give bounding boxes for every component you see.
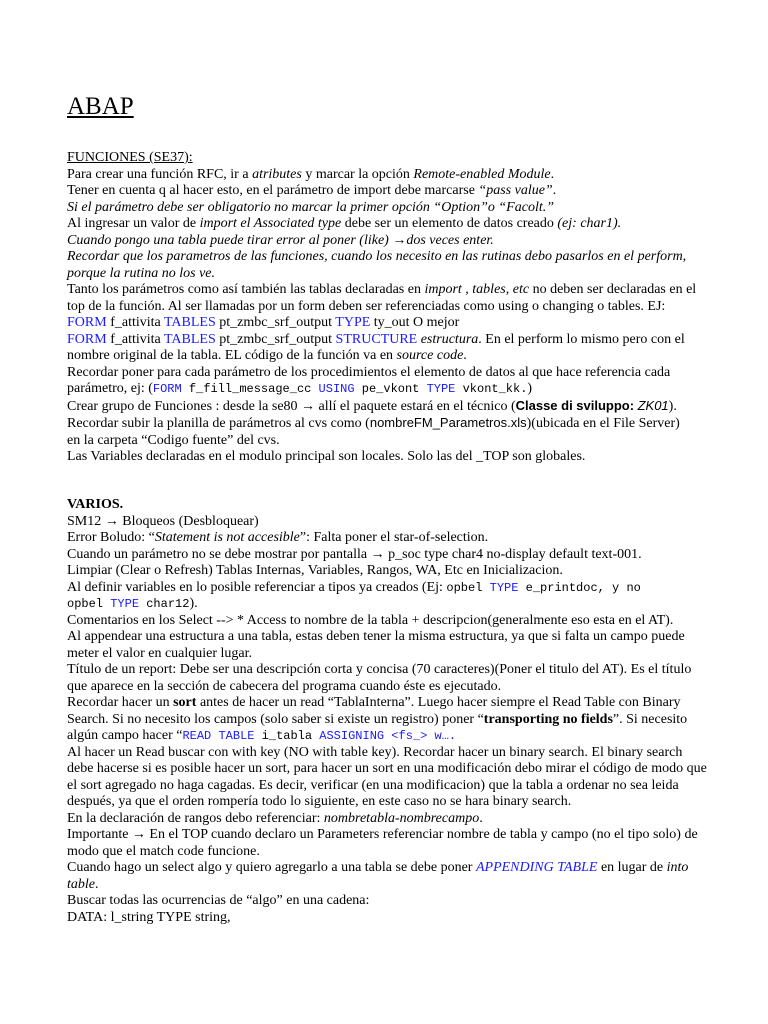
text-run: f_attivita bbox=[106, 315, 164, 330]
varios-line bbox=[67, 580, 707, 597]
text-run: )(ubicada en el File Server) bbox=[526, 416, 680, 431]
text-run: ZK01 bbox=[637, 397, 669, 413]
code-fragment: TYPE bbox=[426, 382, 456, 396]
text-run: después, ya que el orden rompería todo lo siguiente, en este caso no se hara binary search. bbox=[67, 794, 572, 809]
varios-line bbox=[67, 778, 707, 795]
text-run: antes de hacer un read “TablaInterna”. Luego hacer siempre el Read Table con Binary bbox=[196, 695, 681, 710]
text-run: Tener en cuenta q al hacer esto, en el parámetro de import debe marcarse bbox=[67, 183, 479, 198]
text-run: nombre original de la tabla. EL código de la función va en bbox=[67, 348, 397, 363]
text-run: Recordar que los parametros de las funciones, cuando los necesito en las rutinas debo pasarlos en el perform, bbox=[67, 249, 687, 264]
text-run: Al appendear una estructura a una tabla, estas deben tener la misma estructura, ya que si falta un campo puede bbox=[67, 629, 685, 644]
funciones-line bbox=[67, 200, 707, 217]
code-fragment: e_printdoc, y no bbox=[518, 580, 641, 595]
funciones-line bbox=[67, 348, 707, 365]
code-fragment: pe_vkont bbox=[354, 382, 427, 396]
text-run: modo que el match code funcione. bbox=[67, 843, 260, 859]
varios-line bbox=[67, 712, 707, 729]
funciones-section bbox=[67, 150, 707, 466]
code-fragment: opbel bbox=[67, 597, 111, 611]
varios-line bbox=[67, 497, 707, 514]
varios-line bbox=[67, 761, 707, 778]
code-fragment: USING bbox=[318, 382, 355, 396]
text-run: TYPE bbox=[335, 315, 371, 330]
text-run: y marcar la opción bbox=[301, 166, 414, 182]
text-run: que aparece en la sección de cabecera del programa cuando éste es ejecutado. bbox=[67, 678, 502, 694]
varios-line bbox=[67, 910, 707, 927]
text-run: Si el parámetro debe ser obligatorio no marcar la primer opción “Option”o “Facolt.” bbox=[67, 199, 555, 215]
text-run: TABLES bbox=[163, 315, 216, 330]
funciones-line bbox=[67, 216, 707, 233]
funciones-line bbox=[67, 282, 707, 299]
text-run: Buscar todas las ocurrencias de “algo” en una cadena: bbox=[67, 893, 370, 908]
text-run: debe hacerse si es posible hacer un sort, para hacer un sort en una modificación debo mirar el código de modo que bbox=[67, 761, 707, 776]
text-run: VARIOS. bbox=[67, 497, 124, 512]
text-run: en la carpeta “Codigo fuente” del cvs. bbox=[67, 432, 280, 448]
text-run: into bbox=[666, 860, 689, 875]
funciones-line bbox=[67, 381, 707, 398]
funciones-line bbox=[67, 233, 707, 250]
funciones-line bbox=[67, 398, 707, 416]
text-run: Statement is not accesible bbox=[154, 530, 300, 545]
code-fragment: TYPE bbox=[110, 597, 140, 611]
funciones-line bbox=[67, 332, 707, 349]
varios-line bbox=[67, 596, 707, 613]
varios-line bbox=[67, 629, 707, 646]
text-run: import el Associated type bbox=[199, 216, 342, 231]
text-run: sort bbox=[173, 695, 197, 710]
text-run: pt_zmbc_srf_output bbox=[215, 315, 336, 330]
text-run: Cuando un parámetro no se debe mostrar por pantalla → p_soc type char4 no-display default text-001. bbox=[67, 546, 642, 562]
text-run: atributes bbox=[252, 166, 302, 182]
text-run: Importante → En el TOP cuando declaro un Parameters referenciar nombre de tabla y campo (no el tipo solo) de bbox=[67, 827, 698, 842]
funciones-line bbox=[67, 433, 707, 450]
text-run: parámetro, ej: ( bbox=[67, 381, 153, 396]
funciones-line bbox=[67, 415, 707, 433]
text-run: ”: Falta poner el star-of-selection. bbox=[299, 530, 489, 545]
text-run: Tanto los parámetros como así también las tablas declaradas en bbox=[67, 282, 425, 297]
text-run: En la declaración de rangos debo referenciar: bbox=[67, 810, 324, 826]
code-fragment: f_fill_message_cc bbox=[181, 382, 319, 396]
text-run: Recordar hacer un bbox=[67, 695, 174, 710]
funciones-line bbox=[67, 365, 707, 382]
code-fragment: READ TABLE bbox=[182, 729, 255, 743]
text-run: TABLES bbox=[163, 331, 216, 347]
text-run: . bbox=[550, 166, 555, 182]
code-fragment: ASSIGNING <fs_> w…. bbox=[319, 729, 457, 743]
varios-line bbox=[67, 745, 707, 762]
text-run: porque la rutina no los ve. bbox=[67, 265, 216, 281]
text-run: Cuando pongo una tabla puede tirar error al poner (like) →dos veces enter. bbox=[67, 232, 494, 248]
text-run: ty_out O mejor bbox=[370, 315, 460, 330]
text-run: SM12 → Bloqueos (Desbloquear) bbox=[67, 513, 259, 529]
text-run: Classe di sviluppo: bbox=[515, 397, 635, 413]
text-run: Search. Si no necesito los campos (solo saber si existe un registro) poner “ bbox=[67, 711, 484, 727]
text-run: ). bbox=[668, 398, 677, 414]
varios-line bbox=[67, 794, 707, 811]
text-run: Crear grupo de Funciones : desde la se80 → allí el paquete estará en el técnico ( bbox=[67, 398, 516, 414]
varios-line bbox=[67, 563, 707, 580]
varios-line bbox=[67, 728, 707, 745]
varios-line bbox=[67, 613, 707, 630]
text-run: FORM bbox=[67, 315, 107, 330]
code-fragment: FORM bbox=[152, 382, 182, 396]
text-run: DATA: l_string TYPE string, bbox=[67, 909, 231, 925]
varios-line bbox=[67, 695, 707, 712]
text-run: pt_zmbc_srf_output bbox=[215, 331, 336, 347]
text-run: ”. Si necesito bbox=[612, 711, 688, 727]
code-fragment: char12 bbox=[139, 597, 190, 611]
funciones-line bbox=[67, 167, 707, 184]
code-fragment: opbel bbox=[446, 580, 490, 595]
text-run: . bbox=[552, 183, 557, 198]
text-run: nombreFM_Parametros.xls bbox=[369, 415, 527, 430]
varios-line bbox=[67, 877, 707, 894]
document-title: ABAP bbox=[67, 93, 134, 120]
text-run: table bbox=[67, 876, 95, 892]
varios-line bbox=[67, 827, 707, 844]
text-run: Título de un report: Debe ser una descripción corta y concisa (70 caracteres)(Poner el titulo del AT). Es el título bbox=[67, 662, 692, 677]
text-run: algún campo hacer “ bbox=[67, 728, 183, 743]
text-run: STRUCTURE bbox=[335, 331, 418, 347]
text-run: Recordar poner para cada parámetro de los procedimientos el elemento de datos al que hace referencia cada bbox=[67, 364, 671, 380]
text-run: source code bbox=[396, 348, 464, 363]
funciones-line bbox=[67, 315, 707, 332]
text-run: (ej: char1). bbox=[557, 216, 622, 231]
varios-section bbox=[67, 497, 707, 926]
code-fragment: TYPE bbox=[489, 580, 519, 595]
text-run: . bbox=[463, 348, 467, 363]
text-run: estructura bbox=[420, 331, 479, 347]
text-run: . bbox=[479, 810, 483, 826]
text-run: APPENDING TABLE bbox=[475, 860, 598, 875]
text-run: Al hacer un Read buscar con with key (NO with table key). Recordar hacer un binary search. El binary search bbox=[67, 744, 683, 760]
text-run: ). bbox=[189, 596, 198, 611]
varios-line bbox=[67, 860, 707, 877]
text-run: el sort agregado no haga cagadas. Es decir, verificar (en una modificacion) que la tabla a ordenar no sea leida bbox=[67, 777, 679, 793]
text-run: Las Variables declaradas en el modulo principal son locales. Solo las del _TOP son globales. bbox=[67, 449, 586, 464]
text-run: Al definir variables en lo posible referenciar a tipos ya creados (Ej: bbox=[67, 579, 447, 595]
varios-line bbox=[67, 844, 707, 861]
funciones-line bbox=[67, 266, 707, 283]
funciones-line bbox=[67, 299, 707, 316]
text-run: . En el perform lo mismo pero con el bbox=[478, 331, 685, 347]
text-run: Comentarios en los Select --> * Access to nombre de la tabla + descripcion(generalmente eso esta en el AT). bbox=[67, 612, 674, 628]
varios-line bbox=[67, 811, 707, 828]
text-run: FUNCIONES (SE37): bbox=[67, 150, 193, 165]
text-run: meter el valor en cualquier lugar. bbox=[67, 645, 253, 661]
text-run: “pass value” bbox=[478, 183, 553, 198]
text-run: no deben ser declaradas en el bbox=[529, 282, 697, 297]
text-run: ) bbox=[527, 381, 533, 396]
text-run: en lugar de bbox=[597, 860, 667, 875]
varios-line bbox=[67, 547, 707, 564]
varios-line bbox=[67, 530, 707, 547]
text-run: Error Boludo: “ bbox=[67, 530, 155, 545]
text-run: f_attivita bbox=[106, 331, 164, 347]
text-run: top de la función. Al ser llamadas por un form deben ser referenciadas como using o changing o tables. EJ: bbox=[67, 298, 666, 314]
text-run: Cuando hago un select algo y quiero agregarlo a una tabla se debe poner bbox=[67, 860, 476, 875]
text-run: transporting no fields bbox=[483, 711, 613, 727]
funciones-line bbox=[67, 449, 707, 466]
text-run: debe ser un elemento de datos creado bbox=[341, 216, 558, 231]
varios-line bbox=[67, 646, 707, 663]
text-run: Para crear una función RFC, ir a bbox=[67, 166, 253, 182]
funciones-line bbox=[67, 150, 707, 167]
text-run: Limpiar (Clear o Refresh) Tablas Internas, Variables, Rangos, WA, Etc en Inicializacion. bbox=[67, 563, 563, 578]
text-run: import , tables, etc bbox=[424, 282, 530, 297]
text-run: nombretabla-nombrecampo bbox=[323, 810, 480, 826]
funciones-line bbox=[67, 183, 707, 200]
varios-line bbox=[67, 514, 707, 531]
funciones-line bbox=[67, 249, 707, 266]
text-run: FORM bbox=[67, 331, 107, 347]
text-run: Recordar subir la planilla de parámetros al cvs como ( bbox=[67, 416, 370, 431]
text-run: Remote-enabled Module bbox=[413, 166, 551, 182]
varios-line bbox=[67, 679, 707, 696]
code-fragment: vkont_kk. bbox=[455, 382, 528, 396]
text-run: Al ingresar un valor de bbox=[67, 216, 200, 231]
varios-line bbox=[67, 893, 707, 910]
code-fragment: i_tabla bbox=[254, 729, 320, 743]
varios-line bbox=[67, 662, 707, 679]
text-run: . bbox=[95, 876, 99, 892]
